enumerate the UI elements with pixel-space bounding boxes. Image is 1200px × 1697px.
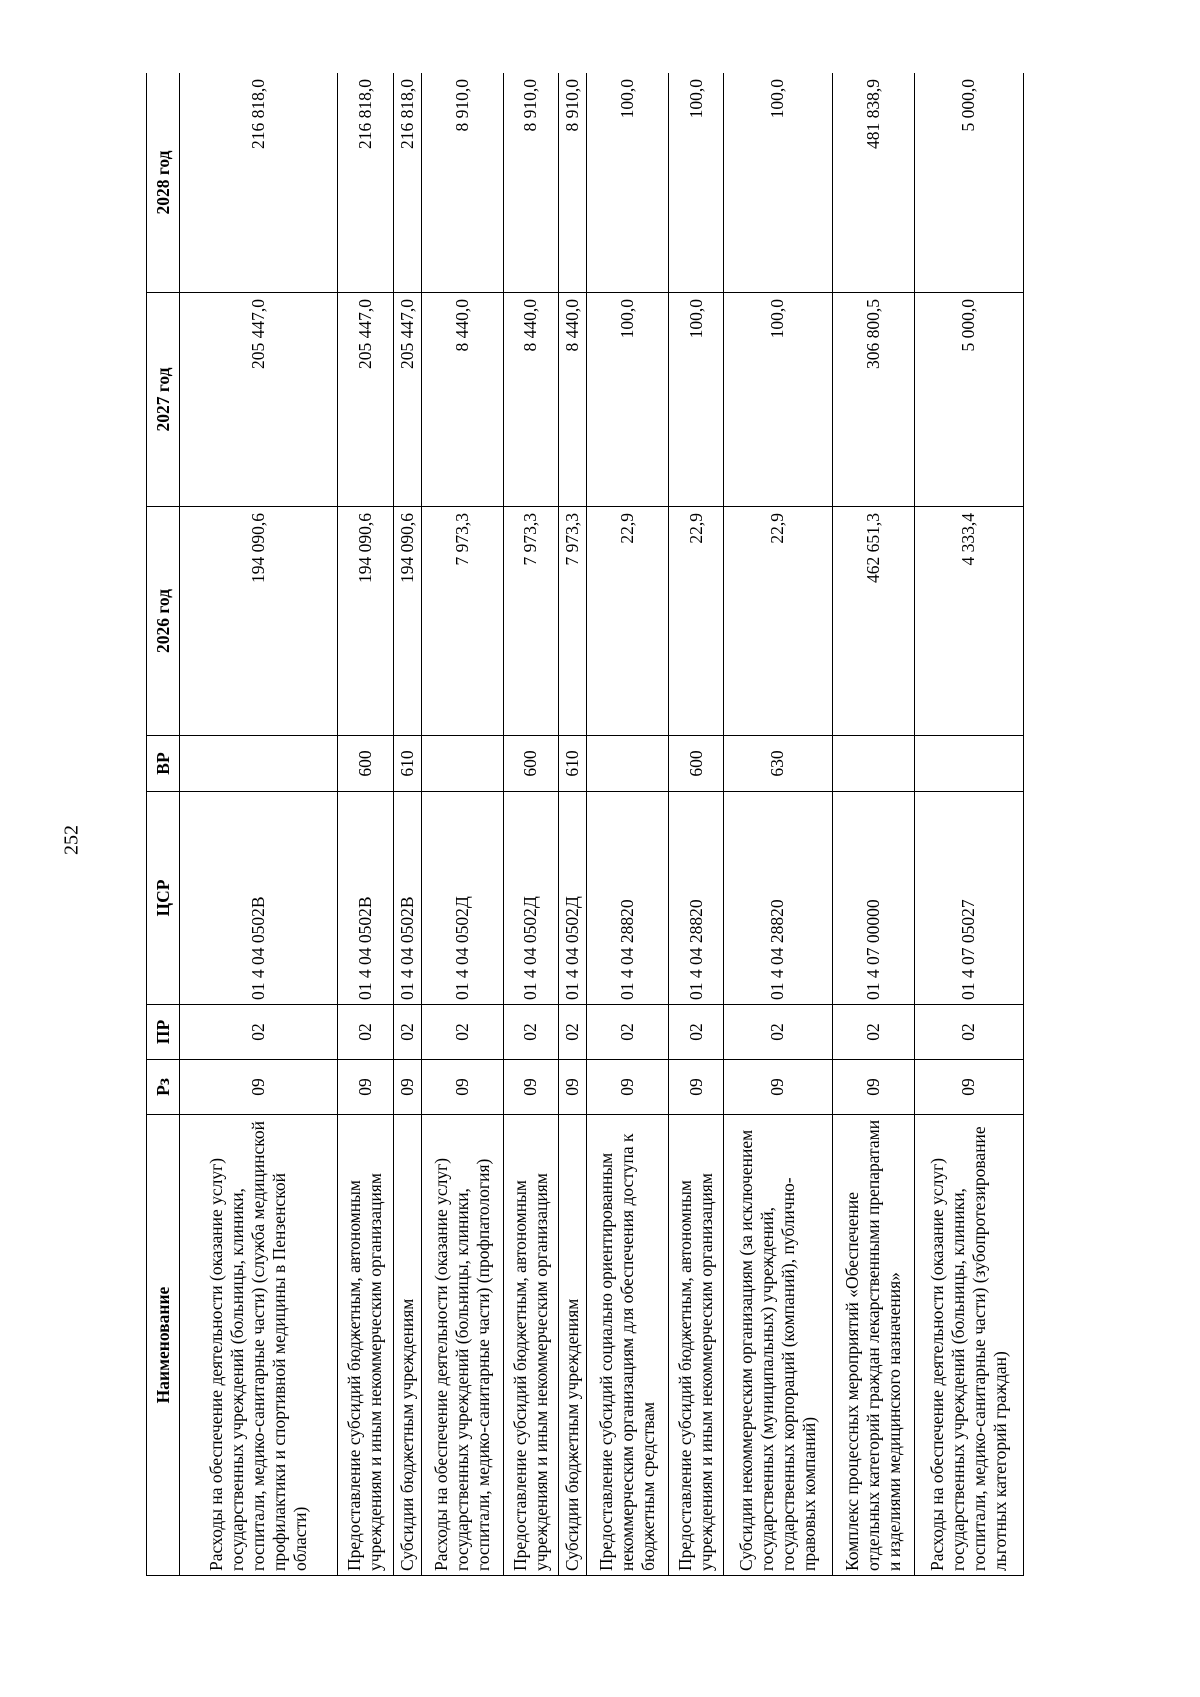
header-2028: 2028 год xyxy=(147,73,180,293)
row-amount-2028: 216 818,0 xyxy=(338,73,393,293)
row-amount-2028: 8 910,0 xyxy=(421,73,503,293)
row-name: Предоставление субсидий бюджетным, автономным учреждениям и иным некоммерческим организациям xyxy=(503,1115,558,1576)
row-vr xyxy=(832,736,914,792)
table-row xyxy=(669,73,724,1576)
row-amount-2028: 8 910,0 xyxy=(558,73,586,293)
row-csr: 01 4 04 0502Д xyxy=(503,792,558,1005)
table-row xyxy=(338,73,393,1576)
row-amount-2026: 4 333,4 xyxy=(914,507,1023,736)
row-amount-2028: 216 818,0 xyxy=(180,73,338,293)
row-csr: 01 4 04 0502В xyxy=(338,792,393,1005)
row-pr: 02 xyxy=(832,1005,914,1060)
header-csr: ЦСР xyxy=(147,792,180,1005)
row-pr: 02 xyxy=(724,1005,832,1060)
table-row xyxy=(724,73,832,1576)
table-container xyxy=(146,73,1024,1576)
row-vr xyxy=(421,736,503,792)
row-amount-2026: 22,9 xyxy=(724,507,832,736)
row-amount-2026: 194 090,6 xyxy=(180,507,338,736)
row-rz: 09 xyxy=(338,1060,393,1115)
header-pr: ПР xyxy=(147,1005,180,1060)
row-pr: 02 xyxy=(180,1005,338,1060)
row-vr: 610 xyxy=(558,736,586,792)
row-vr: 600 xyxy=(503,736,558,792)
row-amount-2026: 194 090,6 xyxy=(393,507,421,736)
header-2026: 2026 год xyxy=(147,507,180,736)
row-vr xyxy=(586,736,668,792)
row-vr xyxy=(180,736,338,792)
row-amount-2026: 22,9 xyxy=(669,507,724,736)
row-name: Расходы на обеспечение деятельности (оказание услуг) государственных учреждений (больницы, клиники, госпитали, медико-санитарные части) (зубопротезирование льготных категорий граждан) xyxy=(914,1115,1023,1576)
row-pr: 02 xyxy=(421,1005,503,1060)
table-row xyxy=(180,73,338,1576)
row-amount-2027: 205 447,0 xyxy=(180,293,338,507)
row-rz: 09 xyxy=(832,1060,914,1115)
budget-table xyxy=(146,73,1024,1576)
row-pr: 02 xyxy=(914,1005,1023,1060)
row-name: Предоставление субсидий бюджетным, автономным учреждениям и иным некоммерческим организациям xyxy=(338,1115,393,1576)
row-amount-2027: 205 447,0 xyxy=(393,293,421,507)
row-amount-2027: 100,0 xyxy=(586,293,668,507)
row-csr: 01 4 07 05027 xyxy=(914,792,1023,1005)
row-rz: 09 xyxy=(421,1060,503,1115)
table-header-row xyxy=(147,73,180,1576)
row-csr: 01 4 04 28820 xyxy=(724,792,832,1005)
table-row xyxy=(914,73,1023,1576)
row-csr: 01 4 04 0502Д xyxy=(558,792,586,1005)
row-amount-2028: 5 000,0 xyxy=(914,73,1023,293)
row-vr: 610 xyxy=(393,736,421,792)
row-name: Расходы на обеспечение деятельности (оказание услуг) государственных учреждений (больницы, клиники, госпитали, медико-санитарные части) (профпатология) xyxy=(421,1115,503,1576)
table-row xyxy=(421,73,503,1576)
page-number: 252 xyxy=(60,825,83,855)
table-body xyxy=(180,73,1024,1576)
row-vr: 600 xyxy=(669,736,724,792)
table-row xyxy=(586,73,668,1576)
row-amount-2028: 8 910,0 xyxy=(503,73,558,293)
row-amount-2027: 8 440,0 xyxy=(503,293,558,507)
row-rz: 09 xyxy=(558,1060,586,1115)
table-row xyxy=(558,73,586,1576)
row-amount-2026: 7 973,3 xyxy=(421,507,503,736)
header-name: Наименование xyxy=(147,1115,180,1576)
row-amount-2027: 205 447,0 xyxy=(338,293,393,507)
row-amount-2027: 100,0 xyxy=(669,293,724,507)
header-2027: 2027 год xyxy=(147,293,180,507)
row-name: Предоставление субсидий социально ориентированным некоммерческим организациям для обеспечения доступа к бюджетным средствам xyxy=(586,1115,668,1576)
row-rz: 09 xyxy=(669,1060,724,1115)
row-rz: 09 xyxy=(586,1060,668,1115)
row-rz: 09 xyxy=(393,1060,421,1115)
row-vr xyxy=(914,736,1023,792)
header-rz: Рз xyxy=(147,1060,180,1115)
row-amount-2028: 100,0 xyxy=(669,73,724,293)
row-pr: 02 xyxy=(558,1005,586,1060)
row-name: Расходы на обеспечение деятельности (оказание услуг) государственных учреждений (больницы, клиники, госпитали, медико-санитарные части) (служба медицинской профилактики и спортивной медицины в Пензенской области) xyxy=(180,1115,338,1576)
row-name: Предоставление субсидий бюджетным, автономным учреждениям и иным некоммерческим организациям xyxy=(669,1115,724,1576)
row-pr: 02 xyxy=(669,1005,724,1060)
row-csr: 01 4 04 0502В xyxy=(393,792,421,1005)
row-rz: 09 xyxy=(180,1060,338,1115)
table-row xyxy=(503,73,558,1576)
row-amount-2026: 462 651,3 xyxy=(832,507,914,736)
row-name: Субсидии бюджетным учреждениям xyxy=(393,1115,421,1576)
row-rz: 09 xyxy=(724,1060,832,1115)
row-amount-2027: 5 000,0 xyxy=(914,293,1023,507)
row-vr: 600 xyxy=(338,736,393,792)
row-rz: 09 xyxy=(503,1060,558,1115)
row-rz: 09 xyxy=(914,1060,1023,1115)
row-csr: 01 4 04 28820 xyxy=(669,792,724,1005)
row-amount-2027: 8 440,0 xyxy=(558,293,586,507)
row-name: Субсидии некоммерческим организациям (за исключением государственных (муниципальных) учреждений, государственных корпораций (компаний), публично-правовых компаний) xyxy=(724,1115,832,1576)
row-amount-2027: 8 440,0 xyxy=(421,293,503,507)
row-name: Субсидии бюджетным учреждениям xyxy=(558,1115,586,1576)
row-amount-2027: 306 800,5 xyxy=(832,293,914,507)
row-csr: 01 4 04 28820 xyxy=(586,792,668,1005)
row-amount-2028: 100,0 xyxy=(586,73,668,293)
row-amount-2028: 216 818,0 xyxy=(393,73,421,293)
row-csr: 01 4 04 0502В xyxy=(180,792,338,1005)
row-amount-2028: 481 838,9 xyxy=(832,73,914,293)
row-amount-2028: 100,0 xyxy=(724,73,832,293)
row-amount-2026: 7 973,3 xyxy=(503,507,558,736)
row-csr: 01 4 07 00000 xyxy=(832,792,914,1005)
row-csr: 01 4 04 0502Д xyxy=(421,792,503,1005)
row-pr: 02 xyxy=(586,1005,668,1060)
row-pr: 02 xyxy=(393,1005,421,1060)
row-amount-2026: 22,9 xyxy=(586,507,668,736)
row-name: Комплекс процессных мероприятий «Обеспечение отдельных категорий граждан лекарственными препаратами и изделиями медицинского назначения» xyxy=(832,1115,914,1576)
row-amount-2026: 7 973,3 xyxy=(558,507,586,736)
header-vr: ВР xyxy=(147,736,180,792)
row-pr: 02 xyxy=(338,1005,393,1060)
row-vr: 630 xyxy=(724,736,832,792)
row-amount-2027: 100,0 xyxy=(724,293,832,507)
row-amount-2026: 194 090,6 xyxy=(338,507,393,736)
table-row xyxy=(393,73,421,1576)
table-row xyxy=(832,73,914,1576)
row-pr: 02 xyxy=(503,1005,558,1060)
